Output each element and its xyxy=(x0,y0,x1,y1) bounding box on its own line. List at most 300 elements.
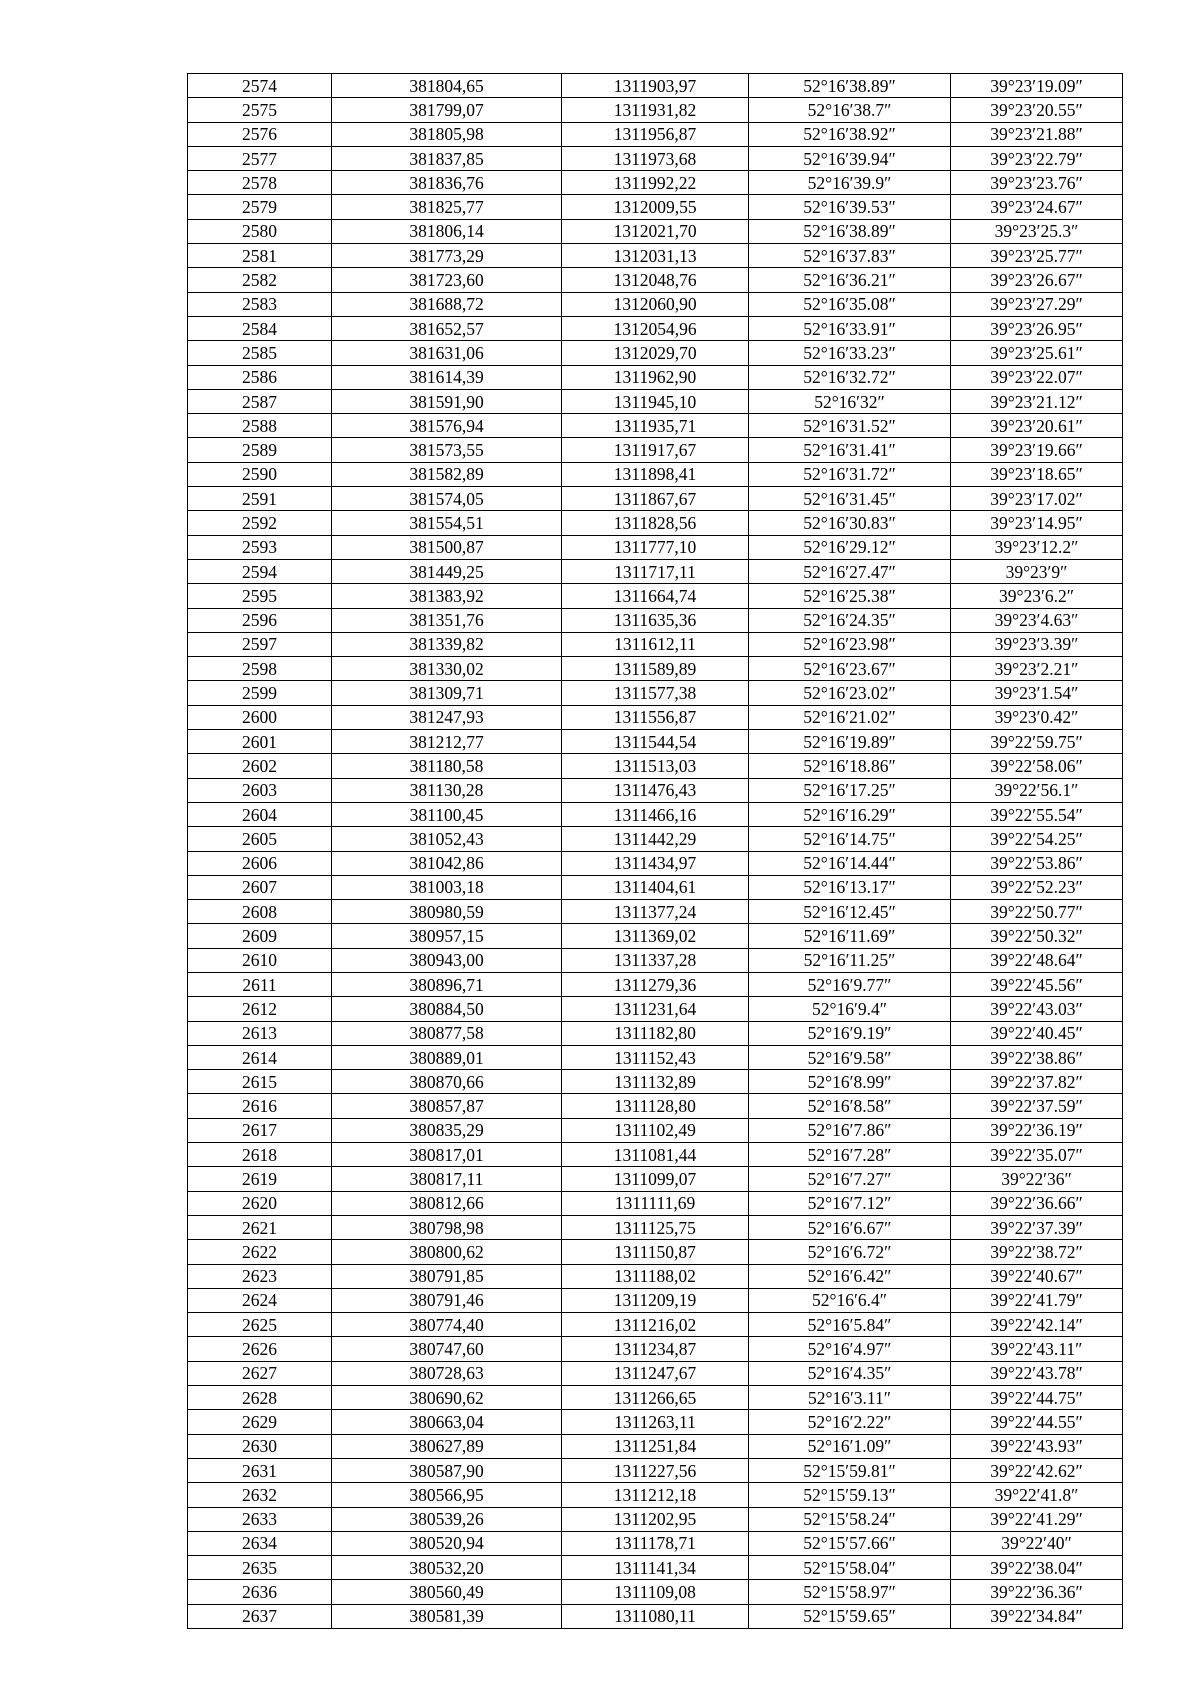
longitude-cell: 39°23′18.65″ xyxy=(951,462,1123,486)
longitude-cell: 39°22′42.62″ xyxy=(951,1458,1123,1482)
table-row xyxy=(188,146,1123,170)
latitude-cell: 52°16′27.47″ xyxy=(749,559,951,583)
longitude-cell: 39°22′44.55″ xyxy=(951,1410,1123,1434)
latitude-cell: 52°16′4.35″ xyxy=(749,1361,951,1385)
point-number-cell: 2602 xyxy=(188,754,332,778)
point-number-cell: 2621 xyxy=(188,1215,332,1239)
table-row xyxy=(188,365,1123,389)
table-row xyxy=(188,292,1123,316)
longitude-cell: 39°22′43.78″ xyxy=(951,1361,1123,1385)
y-coordinate-cell: 1311212,18 xyxy=(562,1483,749,1507)
longitude-cell: 39°22′36.36″ xyxy=(951,1580,1123,1604)
point-number-cell: 2595 xyxy=(188,584,332,608)
longitude-cell: 39°22′40.67″ xyxy=(951,1264,1123,1288)
latitude-cell: 52°16′29.12″ xyxy=(749,535,951,559)
y-coordinate-cell: 1312009,55 xyxy=(562,195,749,219)
table-row xyxy=(188,827,1123,851)
point-number-cell: 2598 xyxy=(188,657,332,681)
y-coordinate-cell: 1311931,82 xyxy=(562,98,749,122)
latitude-cell: 52°16′38.89″ xyxy=(749,74,951,98)
x-coordinate-cell: 381554,51 xyxy=(332,511,562,535)
point-number-cell: 2592 xyxy=(188,511,332,535)
y-coordinate-cell: 1311132,89 xyxy=(562,1070,749,1094)
x-coordinate-cell: 381042,86 xyxy=(332,851,562,875)
latitude-cell: 52°16′31.45″ xyxy=(749,487,951,511)
y-coordinate-cell: 1311635,36 xyxy=(562,608,749,632)
y-coordinate-cell: 1311231,64 xyxy=(562,997,749,1021)
latitude-cell: 52°16′23.67″ xyxy=(749,657,951,681)
latitude-cell: 52°15′59.65″ xyxy=(749,1604,951,1628)
x-coordinate-cell: 381003,18 xyxy=(332,875,562,899)
table-row xyxy=(188,1434,1123,1458)
x-coordinate-cell: 380957,15 xyxy=(332,924,562,948)
latitude-cell: 52°16′31.52″ xyxy=(749,414,951,438)
longitude-cell: 39°22′50.77″ xyxy=(951,900,1123,924)
x-coordinate-cell: 380812,66 xyxy=(332,1191,562,1215)
y-coordinate-cell: 1311935,71 xyxy=(562,414,749,438)
longitude-cell: 39°23′19.09″ xyxy=(951,74,1123,98)
y-coordinate-cell: 1311125,75 xyxy=(562,1215,749,1239)
point-number-cell: 2587 xyxy=(188,389,332,413)
longitude-cell: 39°23′22.79″ xyxy=(951,146,1123,170)
y-coordinate-cell: 1311404,61 xyxy=(562,875,749,899)
latitude-cell: 52°16′9.77″ xyxy=(749,972,951,996)
x-coordinate-cell: 381582,89 xyxy=(332,462,562,486)
point-number-cell: 2623 xyxy=(188,1264,332,1288)
y-coordinate-cell: 1312060,90 xyxy=(562,292,749,316)
table-row xyxy=(188,1386,1123,1410)
y-coordinate-cell: 1311182,80 xyxy=(562,1021,749,1045)
table-row xyxy=(188,1361,1123,1385)
longitude-cell: 39°22′53.86″ xyxy=(951,851,1123,875)
x-coordinate-cell: 380560,49 xyxy=(332,1580,562,1604)
x-coordinate-cell: 381500,87 xyxy=(332,535,562,559)
latitude-cell: 52°16′39.9″ xyxy=(749,171,951,195)
table-row xyxy=(188,414,1123,438)
point-number-cell: 2607 xyxy=(188,875,332,899)
y-coordinate-cell: 1311556,87 xyxy=(562,705,749,729)
table-row xyxy=(188,1264,1123,1288)
latitude-cell: 52°16′6.72″ xyxy=(749,1240,951,1264)
longitude-cell: 39°22′52.23″ xyxy=(951,875,1123,899)
table-row xyxy=(188,171,1123,195)
table-row xyxy=(188,705,1123,729)
y-coordinate-cell: 1311664,74 xyxy=(562,584,749,608)
table-row xyxy=(188,535,1123,559)
x-coordinate-cell: 380587,90 xyxy=(332,1458,562,1482)
x-coordinate-cell: 380817,11 xyxy=(332,1167,562,1191)
point-number-cell: 2603 xyxy=(188,778,332,802)
longitude-cell: 39°22′38.04″ xyxy=(951,1556,1123,1580)
longitude-cell: 39°23′17.02″ xyxy=(951,487,1123,511)
latitude-cell: 52°16′9.4″ xyxy=(749,997,951,1021)
point-number-cell: 2576 xyxy=(188,122,332,146)
y-coordinate-cell: 1311466,16 xyxy=(562,802,749,826)
x-coordinate-cell: 381130,28 xyxy=(332,778,562,802)
x-coordinate-cell: 381309,71 xyxy=(332,681,562,705)
latitude-cell: 52°16′5.84″ xyxy=(749,1313,951,1337)
longitude-cell: 39°23′14.95″ xyxy=(951,511,1123,535)
y-coordinate-cell: 1311188,02 xyxy=(562,1264,749,1288)
table-row xyxy=(188,632,1123,656)
x-coordinate-cell: 381573,55 xyxy=(332,438,562,462)
longitude-cell: 39°23′24.67″ xyxy=(951,195,1123,219)
table-row xyxy=(188,1337,1123,1361)
longitude-cell: 39°23′12.2″ xyxy=(951,535,1123,559)
x-coordinate-cell: 380800,62 xyxy=(332,1240,562,1264)
y-coordinate-cell: 1311973,68 xyxy=(562,146,749,170)
y-coordinate-cell: 1311544,54 xyxy=(562,730,749,754)
longitude-cell: 39°22′44.75″ xyxy=(951,1386,1123,1410)
table-row xyxy=(188,1021,1123,1045)
longitude-cell: 39°22′59.75″ xyxy=(951,730,1123,754)
x-coordinate-cell: 380627,89 xyxy=(332,1434,562,1458)
table-row xyxy=(188,1531,1123,1555)
point-number-cell: 2625 xyxy=(188,1313,332,1337)
longitude-cell: 39°22′36.19″ xyxy=(951,1118,1123,1142)
table-row xyxy=(188,1288,1123,1312)
latitude-cell: 52°15′57.66″ xyxy=(749,1531,951,1555)
point-number-cell: 2624 xyxy=(188,1288,332,1312)
table-row xyxy=(188,268,1123,292)
longitude-cell: 39°23′25.3″ xyxy=(951,219,1123,243)
table-row xyxy=(188,1070,1123,1094)
coordinates-table xyxy=(187,73,1123,1629)
y-coordinate-cell: 1311903,97 xyxy=(562,74,749,98)
y-coordinate-cell: 1311917,67 xyxy=(562,438,749,462)
point-number-cell: 2597 xyxy=(188,632,332,656)
x-coordinate-cell: 381100,45 xyxy=(332,802,562,826)
table-row xyxy=(188,754,1123,778)
latitude-cell: 52°16′38.7″ xyxy=(749,98,951,122)
point-number-cell: 2590 xyxy=(188,462,332,486)
longitude-cell: 39°22′40.45″ xyxy=(951,1021,1123,1045)
table-row xyxy=(188,1240,1123,1264)
coordinates-table-body xyxy=(188,74,1123,1629)
y-coordinate-cell: 1311898,41 xyxy=(562,462,749,486)
point-number-cell: 2636 xyxy=(188,1580,332,1604)
x-coordinate-cell: 381773,29 xyxy=(332,244,562,268)
y-coordinate-cell: 1311109,08 xyxy=(562,1580,749,1604)
x-coordinate-cell: 380857,87 xyxy=(332,1094,562,1118)
x-coordinate-cell: 380728,63 xyxy=(332,1361,562,1385)
x-coordinate-cell: 380539,26 xyxy=(332,1507,562,1531)
y-coordinate-cell: 1311992,22 xyxy=(562,171,749,195)
point-number-cell: 2582 xyxy=(188,268,332,292)
longitude-cell: 39°22′43.03″ xyxy=(951,997,1123,1021)
point-number-cell: 2632 xyxy=(188,1483,332,1507)
x-coordinate-cell: 381180,58 xyxy=(332,754,562,778)
latitude-cell: 52°15′58.97″ xyxy=(749,1580,951,1604)
latitude-cell: 52°16′2.22″ xyxy=(749,1410,951,1434)
point-number-cell: 2626 xyxy=(188,1337,332,1361)
x-coordinate-cell: 381652,57 xyxy=(332,316,562,340)
table-row xyxy=(188,657,1123,681)
point-number-cell: 2628 xyxy=(188,1386,332,1410)
table-row xyxy=(188,900,1123,924)
longitude-cell: 39°23′21.88″ xyxy=(951,122,1123,146)
point-number-cell: 2574 xyxy=(188,74,332,98)
table-row xyxy=(188,948,1123,972)
table-row xyxy=(188,316,1123,340)
longitude-cell: 39°22′36.66″ xyxy=(951,1191,1123,1215)
latitude-cell: 52°16′23.98″ xyxy=(749,632,951,656)
longitude-cell: 39°22′37.82″ xyxy=(951,1070,1123,1094)
y-coordinate-cell: 1311867,67 xyxy=(562,487,749,511)
point-number-cell: 2613 xyxy=(188,1021,332,1045)
latitude-cell: 52°16′11.25″ xyxy=(749,948,951,972)
x-coordinate-cell: 380690,62 xyxy=(332,1386,562,1410)
latitude-cell: 52°16′11.69″ xyxy=(749,924,951,948)
x-coordinate-cell: 381574,05 xyxy=(332,487,562,511)
y-coordinate-cell: 1311589,89 xyxy=(562,657,749,681)
latitude-cell: 52°16′39.53″ xyxy=(749,195,951,219)
latitude-cell: 52°16′38.89″ xyxy=(749,219,951,243)
x-coordinate-cell: 381631,06 xyxy=(332,341,562,365)
point-number-cell: 2629 xyxy=(188,1410,332,1434)
longitude-cell: 39°22′38.86″ xyxy=(951,1045,1123,1069)
table-row xyxy=(188,1118,1123,1142)
point-number-cell: 2606 xyxy=(188,851,332,875)
x-coordinate-cell: 381837,85 xyxy=(332,146,562,170)
x-coordinate-cell: 380566,95 xyxy=(332,1483,562,1507)
latitude-cell: 52°16′1.09″ xyxy=(749,1434,951,1458)
point-number-cell: 2620 xyxy=(188,1191,332,1215)
table-row xyxy=(188,584,1123,608)
y-coordinate-cell: 1311251,84 xyxy=(562,1434,749,1458)
table-row xyxy=(188,681,1123,705)
latitude-cell: 52°16′8.99″ xyxy=(749,1070,951,1094)
y-coordinate-cell: 1311081,44 xyxy=(562,1143,749,1167)
point-number-cell: 2619 xyxy=(188,1167,332,1191)
table-row xyxy=(188,74,1123,98)
x-coordinate-cell: 381825,77 xyxy=(332,195,562,219)
longitude-cell: 39°22′55.54″ xyxy=(951,802,1123,826)
latitude-cell: 52°16′19.89″ xyxy=(749,730,951,754)
longitude-cell: 39°22′35.07″ xyxy=(951,1143,1123,1167)
point-number-cell: 2575 xyxy=(188,98,332,122)
x-coordinate-cell: 381052,43 xyxy=(332,827,562,851)
latitude-cell: 52°16′3.11″ xyxy=(749,1386,951,1410)
y-coordinate-cell: 1311080,11 xyxy=(562,1604,749,1628)
x-coordinate-cell: 380884,50 xyxy=(332,997,562,1021)
table-row xyxy=(188,924,1123,948)
longitude-cell: 39°22′43.93″ xyxy=(951,1434,1123,1458)
point-number-cell: 2622 xyxy=(188,1240,332,1264)
table-row xyxy=(188,1045,1123,1069)
latitude-cell: 52°16′12.45″ xyxy=(749,900,951,924)
y-coordinate-cell: 1311442,29 xyxy=(562,827,749,851)
latitude-cell: 52°16′24.35″ xyxy=(749,608,951,632)
latitude-cell: 52°16′6.67″ xyxy=(749,1215,951,1239)
y-coordinate-cell: 1311962,90 xyxy=(562,365,749,389)
latitude-cell: 52°16′31.41″ xyxy=(749,438,951,462)
x-coordinate-cell: 381836,76 xyxy=(332,171,562,195)
x-coordinate-cell: 380774,40 xyxy=(332,1313,562,1337)
point-number-cell: 2578 xyxy=(188,171,332,195)
longitude-cell: 39°23′25.77″ xyxy=(951,244,1123,268)
longitude-cell: 39°23′1.54″ xyxy=(951,681,1123,705)
latitude-cell: 52°15′58.24″ xyxy=(749,1507,951,1531)
y-coordinate-cell: 1311247,67 xyxy=(562,1361,749,1385)
x-coordinate-cell: 380870,66 xyxy=(332,1070,562,1094)
latitude-cell: 52°16′9.58″ xyxy=(749,1045,951,1069)
y-coordinate-cell: 1312048,76 xyxy=(562,268,749,292)
point-number-cell: 2580 xyxy=(188,219,332,243)
x-coordinate-cell: 381351,76 xyxy=(332,608,562,632)
longitude-cell: 39°23′26.67″ xyxy=(951,268,1123,292)
x-coordinate-cell: 381449,25 xyxy=(332,559,562,583)
point-number-cell: 2610 xyxy=(188,948,332,972)
longitude-cell: 39°22′48.64″ xyxy=(951,948,1123,972)
longitude-cell: 39°22′34.84″ xyxy=(951,1604,1123,1628)
x-coordinate-cell: 380663,04 xyxy=(332,1410,562,1434)
y-coordinate-cell: 1311266,65 xyxy=(562,1386,749,1410)
point-number-cell: 2616 xyxy=(188,1094,332,1118)
longitude-cell: 39°23′3.39″ xyxy=(951,632,1123,656)
latitude-cell: 52°16′18.86″ xyxy=(749,754,951,778)
x-coordinate-cell: 381688,72 xyxy=(332,292,562,316)
y-coordinate-cell: 1311377,24 xyxy=(562,900,749,924)
point-number-cell: 2630 xyxy=(188,1434,332,1458)
y-coordinate-cell: 1311777,10 xyxy=(562,535,749,559)
table-row xyxy=(188,462,1123,486)
table-row xyxy=(188,778,1123,802)
longitude-cell: 39°22′41.29″ xyxy=(951,1507,1123,1531)
y-coordinate-cell: 1311612,11 xyxy=(562,632,749,656)
table-row xyxy=(188,802,1123,826)
point-number-cell: 2627 xyxy=(188,1361,332,1385)
point-number-cell: 2614 xyxy=(188,1045,332,1069)
longitude-cell: 39°23′20.55″ xyxy=(951,98,1123,122)
y-coordinate-cell: 1311945,10 xyxy=(562,389,749,413)
x-coordinate-cell: 380896,71 xyxy=(332,972,562,996)
y-coordinate-cell: 1311141,34 xyxy=(562,1556,749,1580)
point-number-cell: 2611 xyxy=(188,972,332,996)
latitude-cell: 52°16′30.83″ xyxy=(749,511,951,535)
latitude-cell: 52°16′4.97″ xyxy=(749,1337,951,1361)
x-coordinate-cell: 380532,20 xyxy=(332,1556,562,1580)
point-number-cell: 2637 xyxy=(188,1604,332,1628)
latitude-cell: 52°15′59.13″ xyxy=(749,1483,951,1507)
x-coordinate-cell: 381805,98 xyxy=(332,122,562,146)
table-row xyxy=(188,122,1123,146)
point-number-cell: 2593 xyxy=(188,535,332,559)
x-coordinate-cell: 380747,60 xyxy=(332,1337,562,1361)
point-number-cell: 2583 xyxy=(188,292,332,316)
x-coordinate-cell: 381212,77 xyxy=(332,730,562,754)
point-number-cell: 2591 xyxy=(188,487,332,511)
point-number-cell: 2617 xyxy=(188,1118,332,1142)
point-number-cell: 2581 xyxy=(188,244,332,268)
point-number-cell: 2594 xyxy=(188,559,332,583)
latitude-cell: 52°16′33.23″ xyxy=(749,341,951,365)
latitude-cell: 52°16′31.72″ xyxy=(749,462,951,486)
longitude-cell: 39°22′40″ xyxy=(951,1531,1123,1555)
table-row xyxy=(188,997,1123,1021)
point-number-cell: 2635 xyxy=(188,1556,332,1580)
table-row xyxy=(188,1215,1123,1239)
latitude-cell: 52°16′17.25″ xyxy=(749,778,951,802)
x-coordinate-cell: 381339,82 xyxy=(332,632,562,656)
latitude-cell: 52°16′7.12″ xyxy=(749,1191,951,1215)
point-number-cell: 2589 xyxy=(188,438,332,462)
point-number-cell: 2585 xyxy=(188,341,332,365)
x-coordinate-cell: 381723,60 xyxy=(332,268,562,292)
longitude-cell: 39°22′41.79″ xyxy=(951,1288,1123,1312)
y-coordinate-cell: 1311099,07 xyxy=(562,1167,749,1191)
latitude-cell: 52°16′14.44″ xyxy=(749,851,951,875)
y-coordinate-cell: 1311476,43 xyxy=(562,778,749,802)
table-row xyxy=(188,1604,1123,1628)
y-coordinate-cell: 1311102,49 xyxy=(562,1118,749,1142)
y-coordinate-cell: 1311111,69 xyxy=(562,1191,749,1215)
latitude-cell: 52°16′6.42″ xyxy=(749,1264,951,1288)
x-coordinate-cell: 381330,02 xyxy=(332,657,562,681)
latitude-cell: 52°16′8.58″ xyxy=(749,1094,951,1118)
longitude-cell: 39°23′9″ xyxy=(951,559,1123,583)
x-coordinate-cell: 381806,14 xyxy=(332,219,562,243)
latitude-cell: 52°16′23.02″ xyxy=(749,681,951,705)
longitude-cell: 39°22′54.25″ xyxy=(951,827,1123,851)
longitude-cell: 39°23′2.21″ xyxy=(951,657,1123,681)
latitude-cell: 52°16′25.38″ xyxy=(749,584,951,608)
latitude-cell: 52°16′36.21″ xyxy=(749,268,951,292)
x-coordinate-cell: 381804,65 xyxy=(332,74,562,98)
table-row xyxy=(188,1313,1123,1337)
longitude-cell: 39°23′26.95″ xyxy=(951,316,1123,340)
longitude-cell: 39°22′37.59″ xyxy=(951,1094,1123,1118)
table-row xyxy=(188,1483,1123,1507)
table-row xyxy=(188,730,1123,754)
table-row xyxy=(188,875,1123,899)
longitude-cell: 39°23′20.61″ xyxy=(951,414,1123,438)
point-number-cell: 2586 xyxy=(188,365,332,389)
table-row xyxy=(188,1191,1123,1215)
table-row xyxy=(188,195,1123,219)
latitude-cell: 52°16′37.83″ xyxy=(749,244,951,268)
latitude-cell: 52°16′13.17″ xyxy=(749,875,951,899)
y-coordinate-cell: 1311150,87 xyxy=(562,1240,749,1264)
latitude-cell: 52°16′38.92″ xyxy=(749,122,951,146)
table-row xyxy=(188,438,1123,462)
point-number-cell: 2612 xyxy=(188,997,332,1021)
y-coordinate-cell: 1311152,43 xyxy=(562,1045,749,1069)
longitude-cell: 39°22′58.06″ xyxy=(951,754,1123,778)
x-coordinate-cell: 381614,39 xyxy=(332,365,562,389)
y-coordinate-cell: 1311128,80 xyxy=(562,1094,749,1118)
latitude-cell: 52°16′7.86″ xyxy=(749,1118,951,1142)
table-row xyxy=(188,244,1123,268)
point-number-cell: 2584 xyxy=(188,316,332,340)
point-number-cell: 2599 xyxy=(188,681,332,705)
latitude-cell: 52°16′35.08″ xyxy=(749,292,951,316)
latitude-cell: 52°16′21.02″ xyxy=(749,705,951,729)
x-coordinate-cell: 381591,90 xyxy=(332,389,562,413)
table-row xyxy=(188,1143,1123,1167)
point-number-cell: 2596 xyxy=(188,608,332,632)
point-number-cell: 2633 xyxy=(188,1507,332,1531)
longitude-cell: 39°22′38.72″ xyxy=(951,1240,1123,1264)
longitude-cell: 39°23′6.2″ xyxy=(951,584,1123,608)
x-coordinate-cell: 380817,01 xyxy=(332,1143,562,1167)
longitude-cell: 39°23′19.66″ xyxy=(951,438,1123,462)
y-coordinate-cell: 1311577,38 xyxy=(562,681,749,705)
point-number-cell: 2588 xyxy=(188,414,332,438)
longitude-cell: 39°22′45.56″ xyxy=(951,972,1123,996)
longitude-cell: 39°23′21.12″ xyxy=(951,389,1123,413)
table-row xyxy=(188,487,1123,511)
